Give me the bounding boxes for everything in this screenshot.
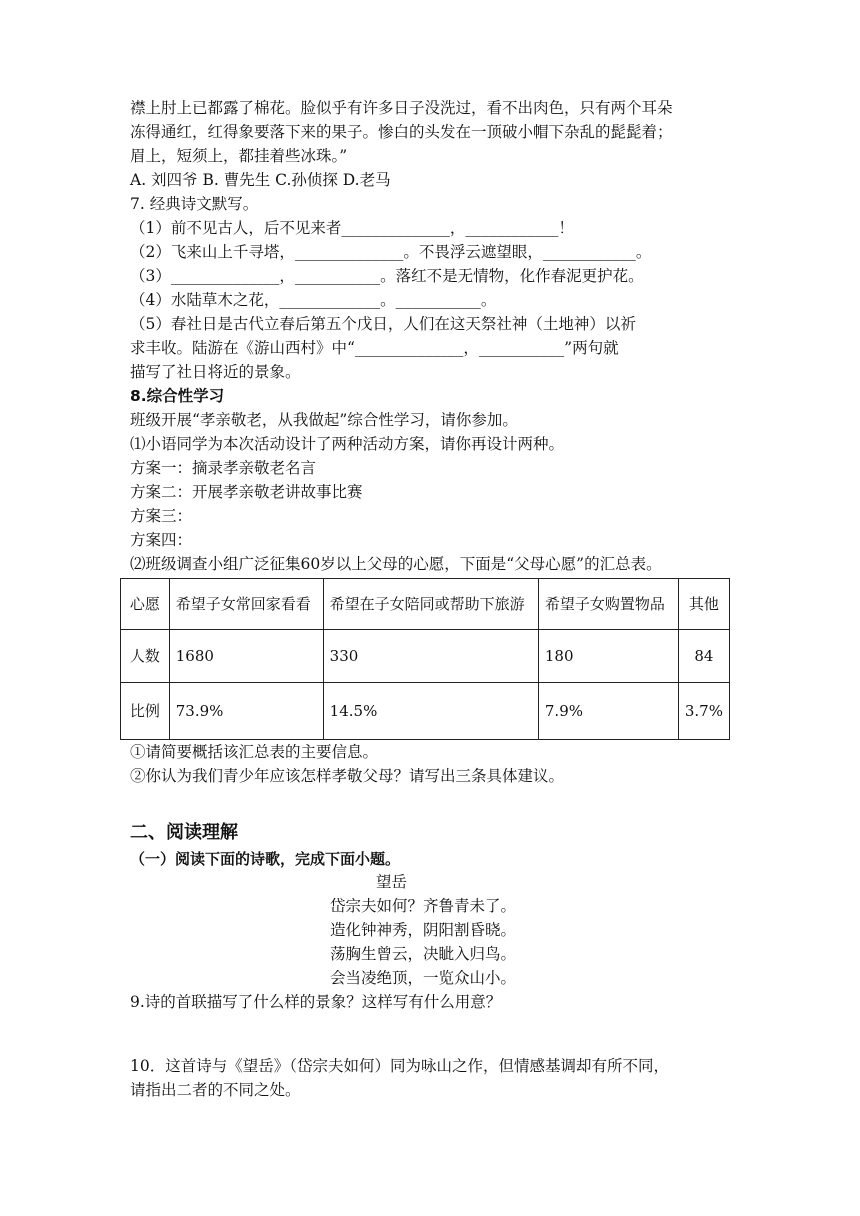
q7-item: （3）______________，___________。落红不是无情物，化作春泥更护花。 bbox=[130, 267, 644, 285]
table-cell: 3.7% bbox=[678, 683, 729, 740]
table-cell: 330 bbox=[323, 630, 538, 683]
table-row bbox=[121, 579, 730, 630]
plan-item: 方案二：开展孝亲敬老讲故事比赛 bbox=[130, 483, 363, 501]
question-7-title: 7. 经典诗文默写。 bbox=[130, 195, 259, 213]
survey-table bbox=[120, 578, 730, 740]
q8-part1: ⑴小语同学为本次活动设计了两种活动方案，请你再设计两种。 bbox=[130, 435, 565, 453]
question-10: 请指出二者的不同之处。 bbox=[130, 1081, 301, 1099]
table-cell: 希望在子女陪同或帮助下旅游 bbox=[323, 579, 538, 630]
q7-item: （4）水陆草木之花，_____________。___________。 bbox=[130, 291, 497, 309]
table-cell: 180 bbox=[538, 630, 678, 683]
plan-item: 方案四： bbox=[130, 531, 193, 549]
q7-item: 求丰收。陆游在《游山西村》中“______________，___________”两句就 bbox=[130, 339, 619, 357]
table-row bbox=[121, 630, 730, 683]
table-cell: 希望子女常回家看看 bbox=[169, 579, 323, 630]
q8-subquestion: ②你认为我们青少年应该怎样孝敬父母？请写出三条具体建议。 bbox=[130, 767, 565, 785]
poem-line: 会当凌绝顶，一览众山小。 bbox=[330, 969, 517, 987]
table-cell: 1680 bbox=[169, 630, 323, 683]
answer-options: A. 刘四爷 B. 曹先生 C.孙侦探 D.老马 bbox=[130, 171, 391, 189]
q8-intro: 班级开展“孝亲敬老，从我做起”综合性学习，请你参加。 bbox=[130, 411, 518, 429]
q8-subquestion: ①请简要概括该汇总表的主要信息。 bbox=[130, 743, 379, 761]
question-9: 9.诗的首联描写了什么样的景象？这样写有什么用意？ bbox=[130, 993, 502, 1011]
table-cell: 比例 bbox=[121, 683, 170, 740]
poem-line: 荡胸生曾云，决眦入归鸟。 bbox=[330, 945, 517, 963]
passage-line: 襟上肘上已都露了棉花。脸似乎有许多日子没洗过，看不出肉色，只有两个耳朵 bbox=[130, 99, 673, 117]
table-cell: 其他 bbox=[678, 579, 729, 630]
table-cell: 人数 bbox=[121, 630, 170, 683]
table-cell: 14.5% bbox=[323, 683, 538, 740]
table-cell: 7.9% bbox=[538, 683, 678, 740]
table-cell: 73.9% bbox=[169, 683, 323, 740]
q7-item: （2）飞来山上千寻塔，______________。不畏浮云遮望眼，____________。 bbox=[130, 243, 652, 261]
table-row bbox=[121, 683, 730, 740]
q8-part2: ⑵班级调查小组广泛征集60岁以上父母的心愿，下面是“父母心愿”的汇总表。 bbox=[130, 555, 662, 573]
table-cell: 84 bbox=[678, 630, 729, 683]
plan-item: 方案三： bbox=[130, 507, 193, 525]
poem bbox=[130, 870, 740, 990]
table-cell: 希望子女购置物品 bbox=[538, 579, 678, 630]
plan-item: 方案一：摘录孝亲敬老名言 bbox=[130, 459, 317, 477]
passage-line: 眉上，短须上，都挂着些冰珠。” bbox=[130, 147, 348, 165]
subsection-heading: （一）阅读下面的诗歌，完成下面小题。 bbox=[130, 850, 401, 868]
q7-item: （5）春社日是古代立春后第五个戊日，人们在这天祭社神（土地神）以祈 bbox=[130, 315, 636, 333]
question-10: 10．这首诗与《望岳》（岱宗夫如何）同为咏山之作，但情感基调却有所不同， bbox=[130, 1057, 669, 1075]
poem-line: 岱宗夫如何？齐鲁青未了。 bbox=[330, 897, 517, 915]
section-heading: 二、阅读理解 bbox=[130, 822, 238, 843]
q7-item: （1）前不见古人，后不见来者______________，____________！ bbox=[130, 219, 574, 237]
poem-line: 造化钟神秀，阴阳割昏晓。 bbox=[330, 921, 517, 939]
question-8-title: 8.综合性学习 bbox=[130, 387, 225, 405]
poem-title: 望岳 bbox=[376, 873, 408, 891]
table-cell: 心愿 bbox=[121, 579, 170, 630]
document-page bbox=[130, 96, 740, 1102]
answer-space[interactable] bbox=[130, 1014, 740, 1054]
q7-item: 描写了社日将近的景象。 bbox=[130, 363, 301, 381]
passage-line: 冻得通红，红得象要落下来的果子。惨白的头发在一顶破小帽下杂乱的髭髭着； bbox=[130, 123, 673, 141]
